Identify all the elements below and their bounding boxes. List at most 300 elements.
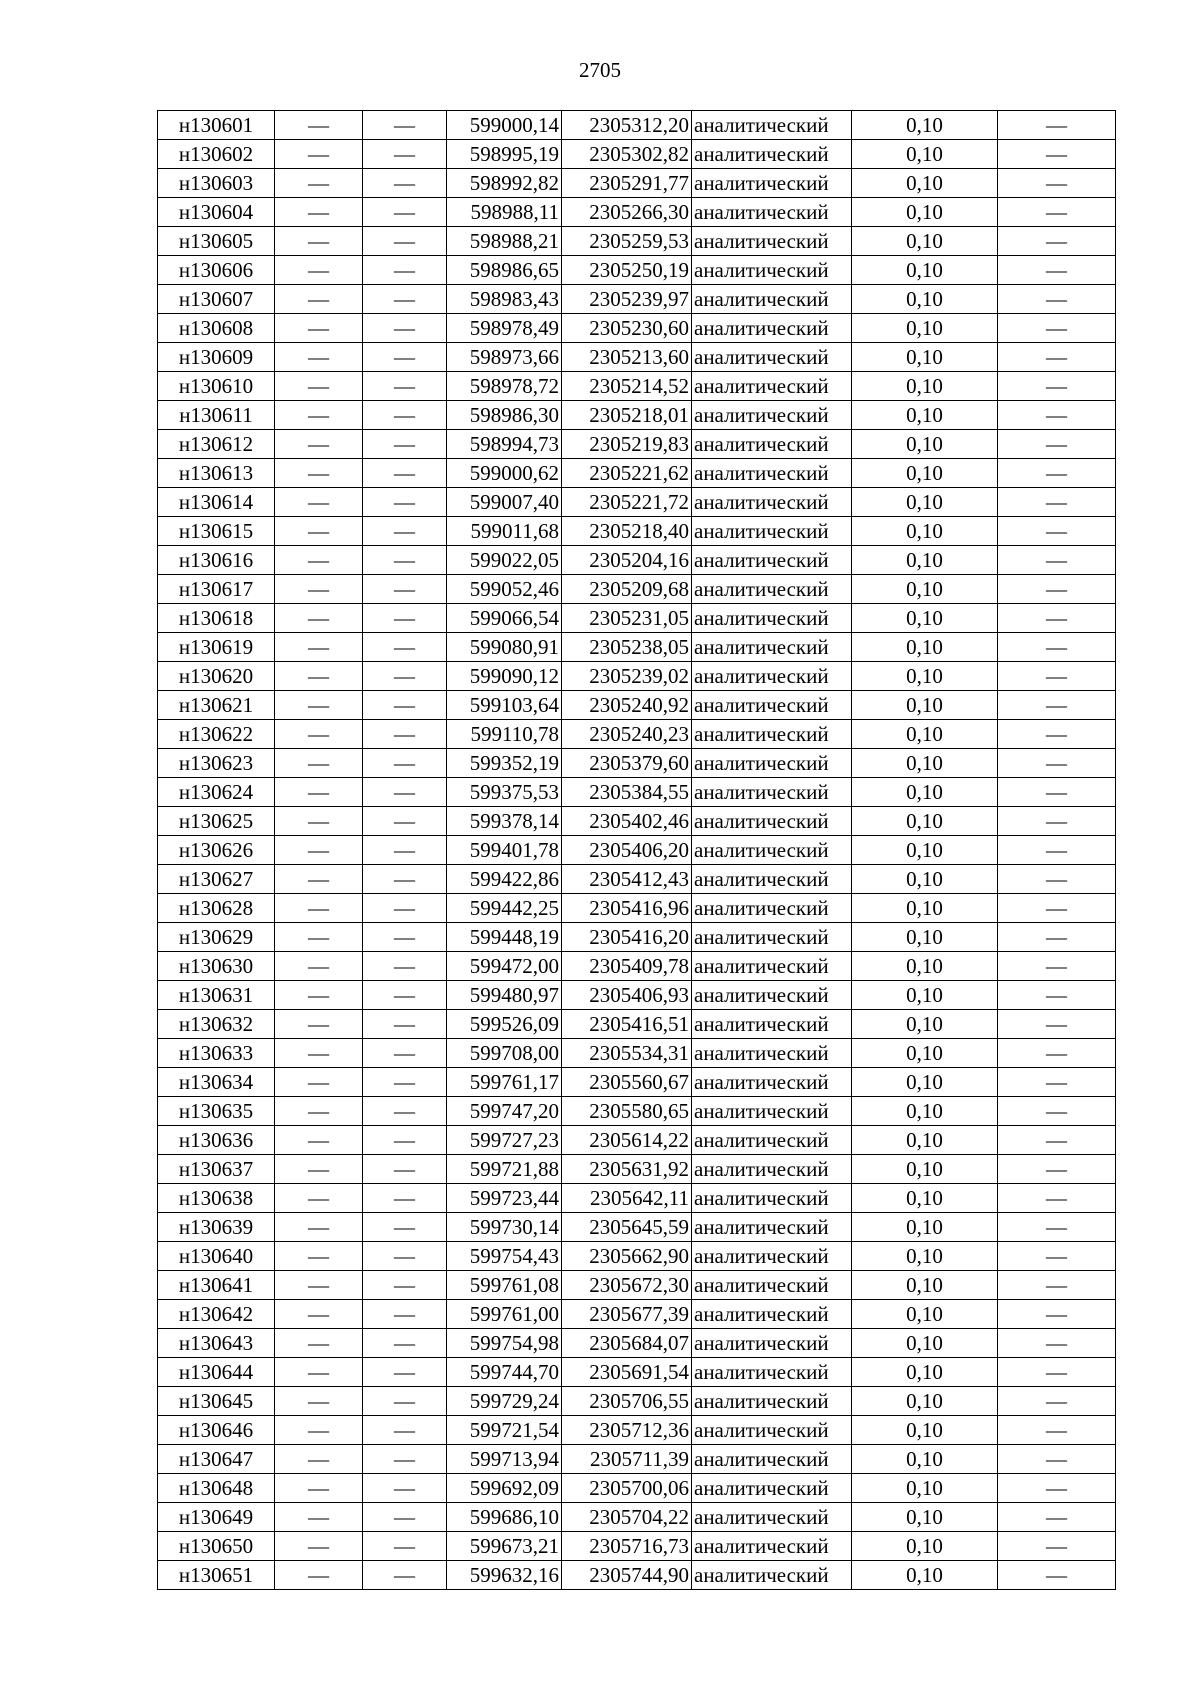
- point-id-cell: н130641: [158, 1271, 275, 1300]
- point-id-cell: н130634: [158, 1068, 275, 1097]
- dash-cell: —: [275, 720, 363, 749]
- table-row: [158, 372, 1116, 401]
- y-coordinate-cell: 2305580,65: [562, 1097, 692, 1126]
- method-cell: аналитический: [692, 401, 852, 430]
- method-cell: аналитический: [692, 1126, 852, 1155]
- dash-cell: —: [275, 1126, 363, 1155]
- point-id-cell: н130631: [158, 981, 275, 1010]
- table-row: [158, 1068, 1116, 1097]
- precision-cell: 0,10: [852, 1039, 998, 1068]
- x-coordinate-cell: 598983,43: [447, 285, 562, 314]
- x-coordinate-cell: 598988,21: [447, 227, 562, 256]
- dash-cell: —: [275, 227, 363, 256]
- x-coordinate-cell: 599729,24: [447, 1387, 562, 1416]
- dash-cell: —: [998, 749, 1116, 778]
- point-id-cell: н130630: [158, 952, 275, 981]
- x-coordinate-cell: 599103,64: [447, 691, 562, 720]
- dash-cell: —: [275, 807, 363, 836]
- dash-cell: —: [275, 546, 363, 575]
- point-id-cell: н130632: [158, 1010, 275, 1039]
- method-cell: аналитический: [692, 1474, 852, 1503]
- dash-cell: —: [363, 1416, 447, 1445]
- table-row: [158, 111, 1116, 140]
- dash-cell: —: [275, 488, 363, 517]
- dash-cell: —: [363, 923, 447, 952]
- x-coordinate-cell: 599378,14: [447, 807, 562, 836]
- method-cell: аналитический: [692, 488, 852, 517]
- y-coordinate-cell: 2305259,53: [562, 227, 692, 256]
- point-id-cell: н130610: [158, 372, 275, 401]
- method-cell: аналитический: [692, 1503, 852, 1532]
- x-coordinate-cell: 599744,70: [447, 1358, 562, 1387]
- point-id-cell: н130636: [158, 1126, 275, 1155]
- dash-cell: —: [363, 546, 447, 575]
- dash-cell: —: [998, 1300, 1116, 1329]
- y-coordinate-cell: 2305221,62: [562, 459, 692, 488]
- dash-cell: —: [363, 459, 447, 488]
- dash-cell: —: [363, 807, 447, 836]
- table-row: [158, 517, 1116, 546]
- point-id-cell: н130640: [158, 1242, 275, 1271]
- dash-cell: —: [363, 314, 447, 343]
- point-id-cell: н130614: [158, 488, 275, 517]
- method-cell: аналитический: [692, 256, 852, 285]
- x-coordinate-cell: 599480,97: [447, 981, 562, 1010]
- dash-cell: —: [998, 1416, 1116, 1445]
- x-coordinate-cell: 599052,46: [447, 575, 562, 604]
- point-id-cell: н130629: [158, 923, 275, 952]
- table-row: [158, 604, 1116, 633]
- method-cell: аналитический: [692, 691, 852, 720]
- dash-cell: —: [275, 749, 363, 778]
- dash-cell: —: [275, 314, 363, 343]
- table-row: [158, 720, 1116, 749]
- dash-cell: —: [998, 778, 1116, 807]
- y-coordinate-cell: 2305416,51: [562, 1010, 692, 1039]
- dash-cell: —: [363, 981, 447, 1010]
- method-cell: аналитический: [692, 1532, 852, 1561]
- table-row: [158, 488, 1116, 517]
- dash-cell: —: [275, 1416, 363, 1445]
- precision-cell: 0,10: [852, 430, 998, 459]
- y-coordinate-cell: 2305221,72: [562, 488, 692, 517]
- precision-cell: 0,10: [852, 1561, 998, 1590]
- x-coordinate-cell: 599721,54: [447, 1416, 562, 1445]
- dash-cell: —: [363, 1445, 447, 1474]
- precision-cell: 0,10: [852, 517, 998, 546]
- point-id-cell: н130625: [158, 807, 275, 836]
- dash-cell: —: [363, 285, 447, 314]
- method-cell: аналитический: [692, 575, 852, 604]
- method-cell: аналитический: [692, 1068, 852, 1097]
- dash-cell: —: [363, 836, 447, 865]
- dash-cell: —: [275, 865, 363, 894]
- x-coordinate-cell: 599761,00: [447, 1300, 562, 1329]
- precision-cell: 0,10: [852, 1387, 998, 1416]
- y-coordinate-cell: 2305744,90: [562, 1561, 692, 1590]
- table-row: [158, 1184, 1116, 1213]
- x-coordinate-cell: 599730,14: [447, 1213, 562, 1242]
- table-row: [158, 662, 1116, 691]
- dash-cell: —: [275, 1097, 363, 1126]
- table-row: [158, 1271, 1116, 1300]
- dash-cell: —: [363, 1155, 447, 1184]
- table-row: [158, 1561, 1116, 1590]
- dash-cell: —: [275, 517, 363, 546]
- dash-cell: —: [363, 894, 447, 923]
- dash-cell: —: [363, 662, 447, 691]
- y-coordinate-cell: 2305711,39: [562, 1445, 692, 1474]
- table-row: [158, 836, 1116, 865]
- y-coordinate-cell: 2305312,20: [562, 111, 692, 140]
- table-row: [158, 343, 1116, 372]
- table-row: [158, 1039, 1116, 1068]
- precision-cell: 0,10: [852, 227, 998, 256]
- dash-cell: —: [363, 865, 447, 894]
- x-coordinate-cell: 598992,82: [447, 169, 562, 198]
- y-coordinate-cell: 2305645,59: [562, 1213, 692, 1242]
- x-coordinate-cell: 599422,86: [447, 865, 562, 894]
- method-cell: аналитический: [692, 1387, 852, 1416]
- method-cell: аналитический: [692, 227, 852, 256]
- precision-cell: 0,10: [852, 1126, 998, 1155]
- x-coordinate-cell: 599090,12: [447, 662, 562, 691]
- dash-cell: —: [275, 1242, 363, 1271]
- precision-cell: 0,10: [852, 1503, 998, 1532]
- dash-cell: —: [275, 1358, 363, 1387]
- dash-cell: —: [275, 111, 363, 140]
- y-coordinate-cell: 2305204,16: [562, 546, 692, 575]
- point-id-cell: н130616: [158, 546, 275, 575]
- table-row: [158, 981, 1116, 1010]
- point-id-cell: н130608: [158, 314, 275, 343]
- dash-cell: —: [363, 227, 447, 256]
- y-coordinate-cell: 2305614,22: [562, 1126, 692, 1155]
- table-row: [158, 198, 1116, 227]
- point-id-cell: н130647: [158, 1445, 275, 1474]
- dash-cell: —: [998, 865, 1116, 894]
- dash-cell: —: [998, 314, 1116, 343]
- point-id-cell: н130623: [158, 749, 275, 778]
- method-cell: аналитический: [692, 1416, 852, 1445]
- dash-cell: —: [275, 169, 363, 198]
- dash-cell: —: [363, 1039, 447, 1068]
- table-row: [158, 894, 1116, 923]
- dash-cell: —: [275, 256, 363, 285]
- dash-cell: —: [275, 401, 363, 430]
- dash-cell: —: [275, 1532, 363, 1561]
- dash-cell: —: [998, 720, 1116, 749]
- x-coordinate-cell: 599632,16: [447, 1561, 562, 1590]
- dash-cell: —: [275, 372, 363, 401]
- precision-cell: 0,10: [852, 1242, 998, 1271]
- x-coordinate-cell: 598994,73: [447, 430, 562, 459]
- method-cell: аналитический: [692, 372, 852, 401]
- table-row: [158, 1213, 1116, 1242]
- precision-cell: 0,10: [852, 604, 998, 633]
- point-id-cell: н130643: [158, 1329, 275, 1358]
- x-coordinate-cell: 599448,19: [447, 923, 562, 952]
- x-coordinate-cell: 599761,08: [447, 1271, 562, 1300]
- dash-cell: —: [363, 1532, 447, 1561]
- dash-cell: —: [363, 1561, 447, 1590]
- method-cell: аналитический: [692, 111, 852, 140]
- dash-cell: —: [275, 1155, 363, 1184]
- dash-cell: —: [363, 198, 447, 227]
- method-cell: аналитический: [692, 952, 852, 981]
- dash-cell: —: [275, 894, 363, 923]
- dash-cell: —: [363, 1068, 447, 1097]
- precision-cell: 0,10: [852, 140, 998, 169]
- table-row: [158, 575, 1116, 604]
- dash-cell: —: [998, 256, 1116, 285]
- dash-cell: —: [275, 575, 363, 604]
- precision-cell: 0,10: [852, 1416, 998, 1445]
- dash-cell: —: [998, 140, 1116, 169]
- y-coordinate-cell: 2305712,36: [562, 1416, 692, 1445]
- y-coordinate-cell: 2305409,78: [562, 952, 692, 981]
- table-row: [158, 256, 1116, 285]
- table-row: [158, 1010, 1116, 1039]
- y-coordinate-cell: 2305384,55: [562, 778, 692, 807]
- x-coordinate-cell: 598973,66: [447, 343, 562, 372]
- y-coordinate-cell: 2305416,20: [562, 923, 692, 952]
- y-coordinate-cell: 2305209,68: [562, 575, 692, 604]
- dash-cell: —: [998, 662, 1116, 691]
- x-coordinate-cell: 599686,10: [447, 1503, 562, 1532]
- x-coordinate-cell: 599727,23: [447, 1126, 562, 1155]
- dash-cell: —: [363, 1126, 447, 1155]
- x-coordinate-cell: 599723,44: [447, 1184, 562, 1213]
- table-row: [158, 633, 1116, 662]
- table-row: [158, 807, 1116, 836]
- point-id-cell: н130619: [158, 633, 275, 662]
- dash-cell: —: [275, 430, 363, 459]
- table-row: [158, 952, 1116, 981]
- table-row: [158, 749, 1116, 778]
- x-coordinate-cell: 599692,09: [447, 1474, 562, 1503]
- dash-cell: —: [275, 604, 363, 633]
- method-cell: аналитический: [692, 343, 852, 372]
- method-cell: аналитический: [692, 1445, 852, 1474]
- point-id-cell: н130650: [158, 1532, 275, 1561]
- precision-cell: 0,10: [852, 865, 998, 894]
- method-cell: аналитический: [692, 1329, 852, 1358]
- dash-cell: —: [998, 227, 1116, 256]
- table-row: [158, 1532, 1116, 1561]
- dash-cell: —: [998, 517, 1116, 546]
- dash-cell: —: [275, 1184, 363, 1213]
- y-coordinate-cell: 2305266,30: [562, 198, 692, 227]
- y-coordinate-cell: 2305213,60: [562, 343, 692, 372]
- method-cell: аналитический: [692, 981, 852, 1010]
- dash-cell: —: [275, 1474, 363, 1503]
- dash-cell: —: [998, 1097, 1116, 1126]
- table-row: [158, 1474, 1116, 1503]
- method-cell: аналитический: [692, 314, 852, 343]
- x-coordinate-cell: 599442,25: [447, 894, 562, 923]
- method-cell: аналитический: [692, 430, 852, 459]
- dash-cell: —: [363, 1329, 447, 1358]
- method-cell: аналитический: [692, 1271, 852, 1300]
- table-row: [158, 1097, 1116, 1126]
- y-coordinate-cell: 2305691,54: [562, 1358, 692, 1387]
- dash-cell: —: [363, 372, 447, 401]
- dash-cell: —: [998, 430, 1116, 459]
- point-id-cell: н130639: [158, 1213, 275, 1242]
- point-id-cell: н130620: [158, 662, 275, 691]
- dash-cell: —: [998, 691, 1116, 720]
- y-coordinate-cell: 2305291,77: [562, 169, 692, 198]
- dash-cell: —: [275, 1213, 363, 1242]
- y-coordinate-cell: 2305218,01: [562, 401, 692, 430]
- point-id-cell: н130626: [158, 836, 275, 865]
- method-cell: аналитический: [692, 662, 852, 691]
- point-id-cell: н130628: [158, 894, 275, 923]
- dash-cell: —: [363, 1213, 447, 1242]
- table-row: [158, 430, 1116, 459]
- table-row: [158, 546, 1116, 575]
- method-cell: аналитический: [692, 1300, 852, 1329]
- precision-cell: 0,10: [852, 488, 998, 517]
- dash-cell: —: [998, 1010, 1116, 1039]
- dash-cell: —: [363, 633, 447, 662]
- dash-cell: —: [275, 1503, 363, 1532]
- precision-cell: 0,10: [852, 1445, 998, 1474]
- dash-cell: —: [275, 1010, 363, 1039]
- dash-cell: —: [998, 1387, 1116, 1416]
- y-coordinate-cell: 2305534,31: [562, 1039, 692, 1068]
- point-id-cell: н130605: [158, 227, 275, 256]
- dash-cell: —: [275, 923, 363, 952]
- dash-cell: —: [363, 1503, 447, 1532]
- dash-cell: —: [998, 1474, 1116, 1503]
- point-id-cell: н130633: [158, 1039, 275, 1068]
- dash-cell: —: [363, 1242, 447, 1271]
- y-coordinate-cell: 2305700,06: [562, 1474, 692, 1503]
- dash-cell: —: [275, 1300, 363, 1329]
- precision-cell: 0,10: [852, 1213, 998, 1242]
- table-row: [158, 1329, 1116, 1358]
- method-cell: аналитический: [692, 198, 852, 227]
- dash-cell: —: [998, 1213, 1116, 1242]
- point-id-cell: н130649: [158, 1503, 275, 1532]
- dash-cell: —: [275, 1387, 363, 1416]
- dash-cell: —: [998, 807, 1116, 836]
- y-coordinate-cell: 2305662,90: [562, 1242, 692, 1271]
- method-cell: аналитический: [692, 1010, 852, 1039]
- dash-cell: —: [998, 488, 1116, 517]
- table-row: [158, 778, 1116, 807]
- dash-cell: —: [998, 604, 1116, 633]
- point-id-cell: н130607: [158, 285, 275, 314]
- x-coordinate-cell: 599080,91: [447, 633, 562, 662]
- table-row: [158, 1126, 1116, 1155]
- y-coordinate-cell: 2305302,82: [562, 140, 692, 169]
- dash-cell: —: [998, 546, 1116, 575]
- dash-cell: —: [998, 372, 1116, 401]
- dash-cell: —: [363, 1097, 447, 1126]
- table-row: [158, 1155, 1116, 1184]
- dash-cell: —: [275, 1445, 363, 1474]
- method-cell: аналитический: [692, 459, 852, 488]
- method-cell: аналитический: [692, 1213, 852, 1242]
- dash-cell: —: [275, 691, 363, 720]
- table-row: [158, 865, 1116, 894]
- precision-cell: 0,10: [852, 1474, 998, 1503]
- y-coordinate-cell: 2305218,40: [562, 517, 692, 546]
- method-cell: аналитический: [692, 1184, 852, 1213]
- dash-cell: —: [998, 459, 1116, 488]
- dash-cell: —: [275, 1271, 363, 1300]
- x-coordinate-cell: 599713,94: [447, 1445, 562, 1474]
- x-coordinate-cell: 599007,40: [447, 488, 562, 517]
- dash-cell: —: [363, 256, 447, 285]
- y-coordinate-cell: 2305677,39: [562, 1300, 692, 1329]
- y-coordinate-cell: 2305406,93: [562, 981, 692, 1010]
- table-row: [158, 691, 1116, 720]
- method-cell: аналитический: [692, 1242, 852, 1271]
- precision-cell: 0,10: [852, 1329, 998, 1358]
- point-id-cell: н130603: [158, 169, 275, 198]
- precision-cell: 0,10: [852, 372, 998, 401]
- table-row: [158, 923, 1116, 952]
- dash-cell: —: [363, 1184, 447, 1213]
- point-id-cell: н130644: [158, 1358, 275, 1387]
- point-id-cell: н130648: [158, 1474, 275, 1503]
- x-coordinate-cell: 598995,19: [447, 140, 562, 169]
- dash-cell: —: [275, 343, 363, 372]
- point-id-cell: н130645: [158, 1387, 275, 1416]
- point-id-cell: н130601: [158, 111, 275, 140]
- dash-cell: —: [363, 778, 447, 807]
- x-coordinate-cell: 599110,78: [447, 720, 562, 749]
- point-id-cell: н130637: [158, 1155, 275, 1184]
- y-coordinate-cell: 2305704,22: [562, 1503, 692, 1532]
- y-coordinate-cell: 2305231,05: [562, 604, 692, 633]
- table-row: [158, 227, 1116, 256]
- method-cell: аналитический: [692, 546, 852, 575]
- precision-cell: 0,10: [852, 691, 998, 720]
- dash-cell: —: [275, 1068, 363, 1097]
- point-id-cell: н130612: [158, 430, 275, 459]
- dash-cell: —: [998, 1329, 1116, 1358]
- y-coordinate-cell: 2305230,60: [562, 314, 692, 343]
- method-cell: аналитический: [692, 169, 852, 198]
- y-coordinate-cell: 2305684,07: [562, 1329, 692, 1358]
- precision-cell: 0,10: [852, 894, 998, 923]
- dash-cell: —: [998, 981, 1116, 1010]
- dash-cell: —: [363, 604, 447, 633]
- x-coordinate-cell: 599022,05: [447, 546, 562, 575]
- precision-cell: 0,10: [852, 778, 998, 807]
- y-coordinate-cell: 2305250,19: [562, 256, 692, 285]
- method-cell: аналитический: [692, 1561, 852, 1590]
- method-cell: аналитический: [692, 749, 852, 778]
- table-row: [158, 1387, 1116, 1416]
- y-coordinate-cell: 2305716,73: [562, 1532, 692, 1561]
- precision-cell: 0,10: [852, 256, 998, 285]
- x-coordinate-cell: 599526,09: [447, 1010, 562, 1039]
- point-id-cell: н130617: [158, 575, 275, 604]
- precision-cell: 0,10: [852, 923, 998, 952]
- x-coordinate-cell: 599000,14: [447, 111, 562, 140]
- y-coordinate-cell: 2305631,92: [562, 1155, 692, 1184]
- precision-cell: 0,10: [852, 1184, 998, 1213]
- table-row: [158, 140, 1116, 169]
- y-coordinate-cell: 2305240,23: [562, 720, 692, 749]
- dash-cell: —: [998, 575, 1116, 604]
